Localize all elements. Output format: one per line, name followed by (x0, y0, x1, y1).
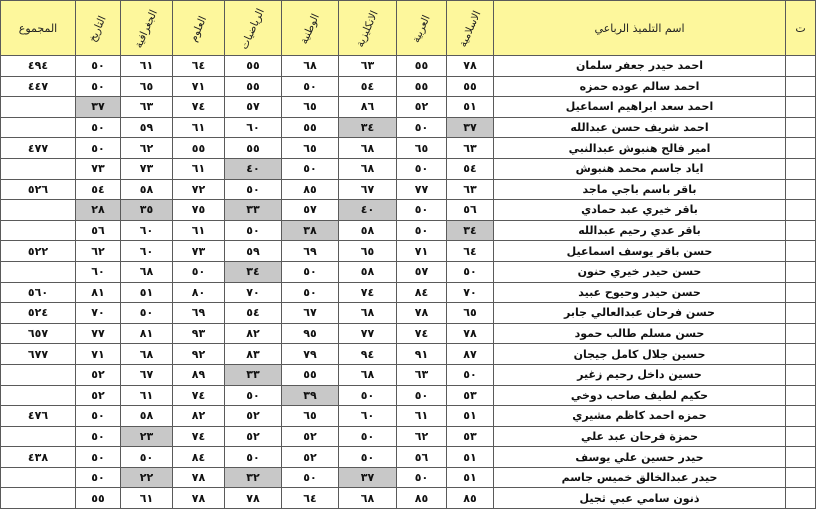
science-grade-cell: ٥٥ (173, 138, 225, 159)
national-grade-cell: ٥٢ (282, 447, 339, 468)
student-name-cell: احمد حيدر جعفر سلمان (494, 56, 786, 77)
total-cell (1, 220, 76, 241)
geography-grade-cell: ٦١ (121, 385, 173, 406)
student-name-cell: باقر خيري عبد حمادي (494, 200, 786, 221)
arabic-grade-cell: ٥٠ (397, 200, 447, 221)
islamic-grade-cell: ٦٤ (447, 241, 494, 262)
national-grade-cell: ٥٠ (282, 76, 339, 97)
total-cell: ٤٤٧ (1, 76, 76, 97)
student-name-cell: باقر عدي رحيم عبدالله (494, 220, 786, 241)
english-grade-cell: ٩٤ (339, 344, 397, 365)
table-row (1, 303, 816, 324)
english-grade-cell: ٦٣ (339, 56, 397, 77)
english-grade-cell: ٥٠ (339, 447, 397, 468)
science-grade-cell: ٦٤ (173, 56, 225, 77)
islamic-grade-cell: ٣٤ (447, 220, 494, 241)
math-grade-cell: ٥٥ (225, 56, 282, 77)
total-cell (1, 97, 76, 118)
geography-grade-cell: ٨١ (121, 323, 173, 344)
table-row (1, 200, 816, 221)
student-name-cell: حسين جلال كامل جيجان (494, 344, 786, 365)
english-grade-cell: ٦٨ (339, 364, 397, 385)
arabic-grade-cell: ٦١ (397, 406, 447, 427)
history-grade-cell: ٥٢ (76, 385, 121, 406)
national-grade-cell: ٦٧ (282, 303, 339, 324)
row-edge-cell (786, 220, 816, 241)
history-grade-cell: ٨١ (76, 282, 121, 303)
table-row (1, 220, 816, 241)
row-edge-cell (786, 158, 816, 179)
geography-grade-cell: ٦١ (121, 488, 173, 509)
arabic-grade-cell: ٥٠ (397, 385, 447, 406)
student-name-cell: حسن فرحان عبدالعالي جابر (494, 303, 786, 324)
math-grade-cell: ٤٠ (225, 158, 282, 179)
math-grade-cell: ٥٠ (225, 220, 282, 241)
islamic-grade-cell: ٥٥ (447, 76, 494, 97)
math-grade-cell: ٣٣ (225, 364, 282, 385)
geography-grade-cell: ٢٢ (121, 467, 173, 488)
table-row (1, 179, 816, 200)
row-edge-cell (786, 467, 816, 488)
history-grade-cell: ٥٠ (76, 56, 121, 77)
arabic-grade-cell: ٥٢ (397, 97, 447, 118)
arabic-grade-cell: ٥٠ (397, 467, 447, 488)
student-name-cell: حسن حيدر خيري حنون (494, 261, 786, 282)
table-row (1, 117, 816, 138)
geography-grade-cell: ٥٠ (121, 447, 173, 468)
history-grade-cell: ٥٠ (76, 406, 121, 427)
english-grade-cell: ٥٨ (339, 261, 397, 282)
total-cell (1, 467, 76, 488)
islamic-grade-cell: ٦٥ (447, 303, 494, 324)
row-edge-cell (786, 56, 816, 77)
student-name-cell: اياد جاسم محمد هنبوش (494, 158, 786, 179)
total-cell (1, 385, 76, 406)
geography-grade-cell: ٦٨ (121, 261, 173, 282)
national-grade-cell: ٣٨ (282, 220, 339, 241)
total-cell: ٦٧٧ (1, 344, 76, 365)
table-row (1, 447, 816, 468)
row-edge-cell (786, 241, 816, 262)
math-grade-cell: ٥٥ (225, 76, 282, 97)
national-grade-cell: ٦٥ (282, 406, 339, 427)
history-grade-cell: ٧١ (76, 344, 121, 365)
header-national (282, 1, 339, 56)
student-name-cell: باقر باسم باجي ماجد (494, 179, 786, 200)
islamic-grade-cell: ٥١ (447, 467, 494, 488)
national-grade-cell: ٥٥ (282, 364, 339, 385)
header-math-label: الرياضيات (238, 6, 268, 51)
history-grade-cell: ٦٢ (76, 241, 121, 262)
student-name-cell: احمد شريف حسن عبدالله (494, 117, 786, 138)
math-grade-cell: ٥٠ (225, 447, 282, 468)
math-grade-cell: ٥٤ (225, 303, 282, 324)
math-grade-cell: ٣٣ (225, 200, 282, 221)
islamic-grade-cell: ٥٣ (447, 426, 494, 447)
math-grade-cell: ٥٢ (225, 426, 282, 447)
arabic-grade-cell: ٥٥ (397, 56, 447, 77)
science-grade-cell: ٧١ (173, 76, 225, 97)
islamic-grade-cell: ٥١ (447, 97, 494, 118)
table-row (1, 97, 816, 118)
science-grade-cell: ٦١ (173, 117, 225, 138)
math-grade-cell: ٧٨ (225, 488, 282, 509)
geography-grade-cell: ٦٨ (121, 344, 173, 365)
arabic-grade-cell: ٧٧ (397, 179, 447, 200)
science-grade-cell: ٧٥ (173, 200, 225, 221)
national-grade-cell: ٥٥ (282, 117, 339, 138)
row-edge-cell (786, 76, 816, 97)
science-grade-cell: ٨٩ (173, 364, 225, 385)
history-grade-cell: ٥٦ (76, 220, 121, 241)
row-edge-cell (786, 303, 816, 324)
science-grade-cell: ٨٢ (173, 406, 225, 427)
table-row (1, 344, 816, 365)
row-edge-cell (786, 344, 816, 365)
history-grade-cell: ٣٧ (76, 97, 121, 118)
science-grade-cell: ٨٠ (173, 282, 225, 303)
table-row (1, 282, 816, 303)
national-grade-cell: ٦٥ (282, 97, 339, 118)
national-grade-cell: ٣٩ (282, 385, 339, 406)
student-name-cell: حيدر عبدالخالق خميس جاسم (494, 467, 786, 488)
national-grade-cell: ٥٢ (282, 426, 339, 447)
science-grade-cell: ٩٢ (173, 344, 225, 365)
english-grade-cell: ٣٧ (339, 467, 397, 488)
islamic-grade-cell: ٥٤ (447, 158, 494, 179)
math-grade-cell: ٨٣ (225, 344, 282, 365)
science-grade-cell: ٦١ (173, 220, 225, 241)
total-cell (1, 158, 76, 179)
english-grade-cell: ٥٨ (339, 220, 397, 241)
geography-grade-cell: ٦١ (121, 56, 173, 77)
geography-grade-cell: ٣٥ (121, 200, 173, 221)
header-arabic-label: العربية (410, 12, 433, 45)
arabic-grade-cell: ٥٧ (397, 261, 447, 282)
row-edge-cell (786, 282, 816, 303)
row-edge-cell (786, 323, 816, 344)
science-grade-cell: ٦٩ (173, 303, 225, 324)
total-cell: ٥٢٢ (1, 241, 76, 262)
geography-grade-cell: ٦٠ (121, 220, 173, 241)
math-grade-cell: ٧٠ (225, 282, 282, 303)
student-name-cell: احمد سعد ابراهيم اسماعيل (494, 97, 786, 118)
islamic-grade-cell: ٦٣ (447, 138, 494, 159)
table-row (1, 56, 816, 77)
total-cell: ٤٧٧ (1, 138, 76, 159)
science-grade-cell: ٧٢ (173, 179, 225, 200)
header-student-name: اسم التلميذ الرباعي (494, 1, 786, 56)
math-grade-cell: ٥٢ (225, 406, 282, 427)
arabic-grade-cell: ٨٥ (397, 488, 447, 509)
total-cell: ٤٧٦ (1, 406, 76, 427)
islamic-grade-cell: ٨٧ (447, 344, 494, 365)
table-row (1, 323, 816, 344)
arabic-grade-cell: ٥٥ (397, 76, 447, 97)
math-grade-cell: ٣٢ (225, 467, 282, 488)
islamic-grade-cell: ٧٨ (447, 323, 494, 344)
science-grade-cell: ٧٤ (173, 426, 225, 447)
history-grade-cell: ٥٠ (76, 467, 121, 488)
row-edge-cell (786, 200, 816, 221)
geography-grade-cell: ٦٠ (121, 241, 173, 262)
header-edge: ت (786, 1, 816, 56)
student-name-cell: حسن باقر يوسف اسماعيل (494, 241, 786, 262)
header-total: المجموع (1, 1, 76, 56)
science-grade-cell: ٧٤ (173, 385, 225, 406)
student-name-cell: حكيم لطيف صاحب دوخي (494, 385, 786, 406)
student-name-cell: حمزة فرحان عبد علي (494, 426, 786, 447)
table-row (1, 241, 816, 262)
arabic-grade-cell: ٥٠ (397, 117, 447, 138)
history-grade-cell: ٦٠ (76, 261, 121, 282)
science-grade-cell: ٥٠ (173, 261, 225, 282)
header-science-label: العلوم (187, 13, 210, 44)
national-grade-cell: ٦٨ (282, 56, 339, 77)
header-english (339, 1, 397, 56)
islamic-grade-cell: ٥١ (447, 406, 494, 427)
header-history (76, 1, 121, 56)
geography-grade-cell: ٦٣ (121, 97, 173, 118)
english-grade-cell: ٦٠ (339, 406, 397, 427)
history-grade-cell: ٢٨ (76, 200, 121, 221)
islamic-grade-cell: ٨٥ (447, 488, 494, 509)
table-row (1, 158, 816, 179)
math-grade-cell: ٣٤ (225, 261, 282, 282)
english-grade-cell: ٧٧ (339, 323, 397, 344)
national-grade-cell: ٥٧ (282, 200, 339, 221)
math-grade-cell: ٥٠ (225, 179, 282, 200)
math-grade-cell: ٦٠ (225, 117, 282, 138)
student-name-cell: امير فالح هنبوش عبدالنبي (494, 138, 786, 159)
header-national-label: الوطنية (298, 11, 322, 46)
english-grade-cell: ٥٠ (339, 385, 397, 406)
header-arabic (397, 1, 447, 56)
history-grade-cell: ٧٧ (76, 323, 121, 344)
total-cell: ٦٥٧ (1, 323, 76, 344)
total-cell (1, 200, 76, 221)
science-grade-cell: ٩٣ (173, 323, 225, 344)
english-grade-cell: ٥٠ (339, 426, 397, 447)
arabic-grade-cell: ٩١ (397, 344, 447, 365)
national-grade-cell: ٥٠ (282, 467, 339, 488)
geography-grade-cell: ٦٥ (121, 76, 173, 97)
geography-grade-cell: ٥١ (121, 282, 173, 303)
total-cell (1, 261, 76, 282)
total-cell (1, 117, 76, 138)
student-name-cell: حسن حيدر وحيوح عبيد (494, 282, 786, 303)
english-grade-cell: ٦٨ (339, 488, 397, 509)
row-edge-cell (786, 179, 816, 200)
science-grade-cell: ٧٤ (173, 97, 225, 118)
header-math (225, 1, 282, 56)
math-grade-cell: ٥٥ (225, 138, 282, 159)
table-row (1, 426, 816, 447)
header-geography (121, 1, 173, 56)
row-edge-cell (786, 117, 816, 138)
row-edge-cell (786, 406, 816, 427)
arabic-grade-cell: ٥٦ (397, 447, 447, 468)
islamic-grade-cell: ٧٠ (447, 282, 494, 303)
geography-grade-cell: ٦٧ (121, 364, 173, 385)
english-grade-cell: ٦٥ (339, 241, 397, 262)
history-grade-cell: ٥٠ (76, 447, 121, 468)
geography-grade-cell: ٥٩ (121, 117, 173, 138)
math-grade-cell: ٥٠ (225, 385, 282, 406)
history-grade-cell: ٥٢ (76, 364, 121, 385)
arabic-grade-cell: ٥٠ (397, 158, 447, 179)
header-history-label: التاريخ (86, 13, 110, 44)
science-grade-cell: ٧٨ (173, 488, 225, 509)
islamic-grade-cell: ٥٦ (447, 200, 494, 221)
table-row (1, 261, 816, 282)
row-edge-cell (786, 138, 816, 159)
history-grade-cell: ٥٤ (76, 179, 121, 200)
row-edge-cell (786, 447, 816, 468)
arabic-grade-cell: ٦٢ (397, 426, 447, 447)
national-grade-cell: ٦٤ (282, 488, 339, 509)
table-row (1, 406, 816, 427)
islamic-grade-cell: ٥٠ (447, 261, 494, 282)
islamic-grade-cell: ٦٣ (447, 179, 494, 200)
science-grade-cell: ٦١ (173, 158, 225, 179)
total-cell: ٤٣٨ (1, 447, 76, 468)
header-geography-label: الجغرافية (132, 7, 161, 50)
history-grade-cell: ٧٠ (76, 303, 121, 324)
arabic-grade-cell: ٧١ (397, 241, 447, 262)
grade-rows (1, 56, 816, 509)
row-edge-cell (786, 364, 816, 385)
total-cell: ٥٢٦ (1, 179, 76, 200)
history-grade-cell: ٥٥ (76, 488, 121, 509)
student-name-cell: حسين داخل رحيم زغير (494, 364, 786, 385)
science-grade-cell: ٧٣ (173, 241, 225, 262)
english-grade-cell: ٧٤ (339, 282, 397, 303)
row-edge-cell (786, 488, 816, 509)
history-grade-cell: ٥٠ (76, 76, 121, 97)
islamic-grade-cell: ٥١ (447, 447, 494, 468)
total-cell: ٥٦٠ (1, 282, 76, 303)
arabic-grade-cell: ٧٤ (397, 323, 447, 344)
history-grade-cell: ٥٠ (76, 426, 121, 447)
national-grade-cell: ٦٥ (282, 138, 339, 159)
english-grade-cell: ٦٧ (339, 179, 397, 200)
header-science (173, 1, 225, 56)
row-edge-cell (786, 385, 816, 406)
row-edge-cell (786, 261, 816, 282)
header-row (1, 1, 816, 56)
islamic-grade-cell: ٣٧ (447, 117, 494, 138)
arabic-grade-cell: ٧٨ (397, 303, 447, 324)
geography-grade-cell: ٥٠ (121, 303, 173, 324)
islamic-grade-cell: ٧٨ (447, 56, 494, 77)
header-islamic (447, 1, 494, 56)
english-grade-cell: ٨٦ (339, 97, 397, 118)
student-name-cell: ذنون سامي عبي ثجيل (494, 488, 786, 509)
arabic-grade-cell: ٥٠ (397, 220, 447, 241)
geography-grade-cell: ٥٨ (121, 179, 173, 200)
geography-grade-cell: ٥٨ (121, 406, 173, 427)
student-name-cell: حمزه احمد كاظم مشيري (494, 406, 786, 427)
national-grade-cell: ٨٥ (282, 179, 339, 200)
total-cell (1, 426, 76, 447)
row-edge-cell (786, 426, 816, 447)
english-grade-cell: ٣٤ (339, 117, 397, 138)
arabic-grade-cell: ٦٥ (397, 138, 447, 159)
national-grade-cell: ٥٠ (282, 261, 339, 282)
history-grade-cell: ٥٠ (76, 117, 121, 138)
science-grade-cell: ٨٤ (173, 447, 225, 468)
islamic-grade-cell: ٥٣ (447, 385, 494, 406)
arabic-grade-cell: ٨٤ (397, 282, 447, 303)
table-row (1, 385, 816, 406)
english-grade-cell: ٤٠ (339, 200, 397, 221)
total-cell: ٥٢٤ (1, 303, 76, 324)
student-name-cell: احمد سالم عوده حمزه (494, 76, 786, 97)
student-name-cell: حسن مسلم طالب حمود (494, 323, 786, 344)
history-grade-cell: ٥٠ (76, 138, 121, 159)
science-grade-cell: ٧٨ (173, 467, 225, 488)
arabic-grade-cell: ٦٣ (397, 364, 447, 385)
islamic-grade-cell: ٥٠ (447, 364, 494, 385)
math-grade-cell: ٥٩ (225, 241, 282, 262)
table-row (1, 364, 816, 385)
header-islamic-label: الاسلامية (456, 8, 484, 49)
table-row (1, 138, 816, 159)
student-name-cell: حيدر حسين علي يوسف (494, 447, 786, 468)
geography-grade-cell: ٢٣ (121, 426, 173, 447)
english-grade-cell: ٦٨ (339, 303, 397, 324)
math-grade-cell: ٥٧ (225, 97, 282, 118)
total-cell (1, 364, 76, 385)
national-grade-cell: ٧٩ (282, 344, 339, 365)
english-grade-cell: ٦٨ (339, 138, 397, 159)
geography-grade-cell: ٦٢ (121, 138, 173, 159)
table-row (1, 467, 816, 488)
total-cell: ٤٩٤ (1, 56, 76, 77)
table-row (1, 488, 816, 509)
english-grade-cell: ٦٨ (339, 158, 397, 179)
national-grade-cell: ٩٥ (282, 323, 339, 344)
english-grade-cell: ٥٤ (339, 76, 397, 97)
math-grade-cell: ٨٢ (225, 323, 282, 344)
history-grade-cell: ٧٣ (76, 158, 121, 179)
national-grade-cell: ٥٠ (282, 282, 339, 303)
geography-grade-cell: ٧٣ (121, 158, 173, 179)
row-edge-cell (786, 97, 816, 118)
table-row (1, 76, 816, 97)
total-cell (1, 488, 76, 509)
national-grade-cell: ٥٠ (282, 158, 339, 179)
header-english-label: الانكليزية (354, 8, 381, 49)
national-grade-cell: ٦٩ (282, 241, 339, 262)
